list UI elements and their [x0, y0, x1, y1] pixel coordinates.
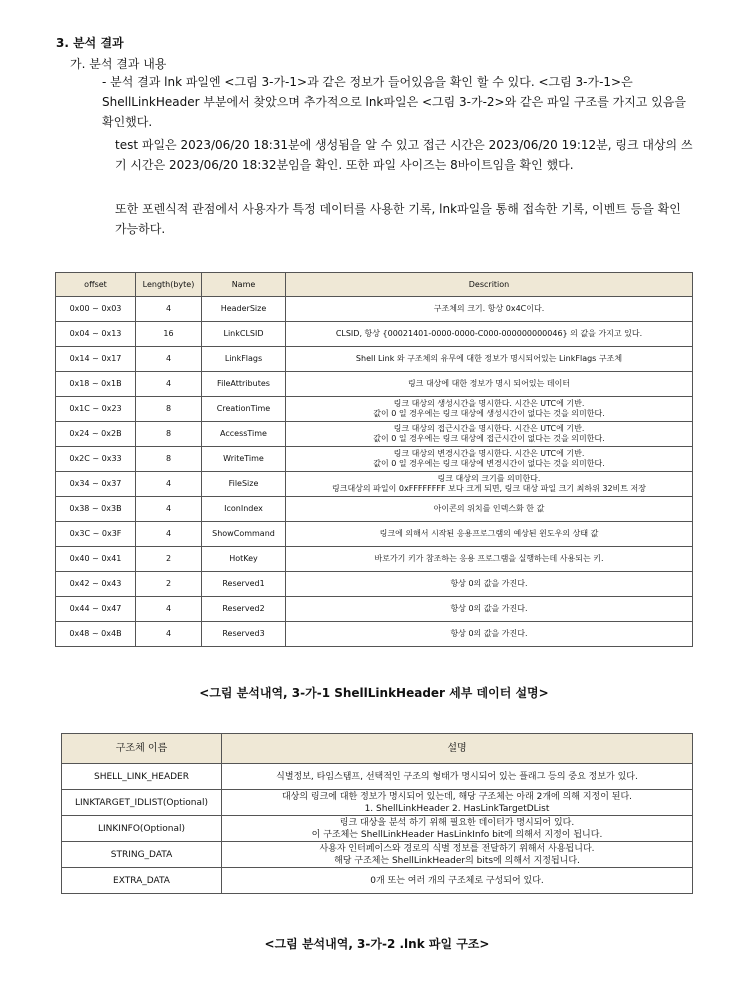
length-cell: 4	[136, 497, 202, 522]
table-row	[56, 372, 693, 397]
shelllinkheader-table	[55, 272, 693, 647]
length-cell: 16	[136, 322, 202, 347]
length-cell: 8	[136, 447, 202, 472]
header-offset: offset	[56, 273, 136, 297]
table-row	[56, 597, 693, 622]
name-cell: LinkFlags	[202, 347, 286, 372]
table-row	[56, 397, 693, 422]
length-cell: 2	[136, 572, 202, 597]
length-cell: 4	[136, 347, 202, 372]
structure-name-cell: EXTRA_DATA	[62, 868, 222, 894]
offset-cell: 0x38 ~ 0x3B	[56, 497, 136, 522]
name-cell: ShowCommand	[202, 522, 286, 547]
description-cell: Shell Link 와 구조체의 유무에 대한 정보가 명시되어있는 LinkFlags 구조체	[286, 347, 693, 372]
explanation-cell: 0개 또는 여러 개의 구조체로 구성되어 있다.	[222, 868, 693, 894]
explanation-cell: 사용자 인터페이스와 경로의 식별 정보를 전달하기 위해서 사용됩니다. 해당 구조체는 ShellLinkHeader의 bits에 의해서 지정됩니다.	[222, 842, 693, 868]
offset-cell: 0x00 ~ 0x03	[56, 297, 136, 322]
length-cell: 8	[136, 397, 202, 422]
offset-cell: 0x40 ~ 0x41	[56, 547, 136, 572]
table-header-row	[56, 273, 693, 297]
description-cell: 링크에 의해서 시작된 응용프로그램의 예상된 윈도우의 상태 값	[286, 522, 693, 547]
table-row	[62, 868, 693, 894]
paragraph-timestamps: test 파일은 2023/06/20 18:31분에 생성됨을 알 수 있고 접근 시간은 2023/06/20 19:12분, 링크 대상의 쓰기 시간은 2023/06/20 18:32분임을 확인. 또한 파일 사이즈는 8바이트임을 확인 했다.	[115, 138, 693, 172]
header-name: Name	[202, 273, 286, 297]
header-description: Descrition	[286, 273, 693, 297]
table-row	[56, 547, 693, 572]
table-row	[62, 816, 693, 842]
length-cell: 4	[136, 622, 202, 647]
name-cell: WriteTime	[202, 447, 286, 472]
name-cell: LinkCLSID	[202, 322, 286, 347]
description-cell: 링크 대상의 생성시간을 명시한다. 시간은 UTC에 기반. 값이 0 일 경우에는 링크 대상에 생성시간이 없다는 것을 의미한다.	[286, 397, 693, 422]
header-length: Length(byte)	[136, 273, 202, 297]
explanation-cell: 링크 대상을 분석 하기 위해 필요한 데이터가 명시되어 있다. 이 구조체는 ShellLinkHeader HasLinkInfo bit에 의해서 지정이 됩니다.	[222, 816, 693, 842]
description-cell: 항상 0의 값을 가진다.	[286, 597, 693, 622]
table-row	[56, 347, 693, 372]
paragraph-analysis-result: - 분석 결과 lnk 파일엔 <그림 3-가-1>과 같은 정보가 들어있음을 확인 할 수 있다. <그림 3-가-1>은 ShellLinkHeader 부분에서 찾았으며 추가적으로 lnk파일은 <그림 3-가-2>와 같은 파일 구조를 가지고 있음을 확인했다.	[102, 75, 686, 129]
name-cell: Reserved1	[202, 572, 286, 597]
structure-name-cell: LINKTARGET_IDLIST(Optional)	[62, 790, 222, 816]
subsection-title: 가. 분석 결과 내용	[70, 57, 167, 71]
offset-cell: 0x2C ~ 0x33	[56, 447, 136, 472]
name-cell: CreationTime	[202, 397, 286, 422]
header-structure-name: 구조체 이름	[62, 734, 222, 764]
description-cell: 링크 대상의 접근시간을 명시한다. 시간은 UTC에 기반. 값이 0 일 경우에는 링크 대상에 접근시간이 없다는 것을 의미한다.	[286, 422, 693, 447]
name-cell: Reserved2	[202, 597, 286, 622]
table-row	[62, 764, 693, 790]
offset-cell: 0x42 ~ 0x43	[56, 572, 136, 597]
offset-cell: 0x3C ~ 0x3F	[56, 522, 136, 547]
name-cell: FileAttributes	[202, 372, 286, 397]
description-cell: 항상 0의 값을 가진다.	[286, 622, 693, 647]
structure-name-cell: STRING_DATA	[62, 842, 222, 868]
structure-name-cell: SHELL_LINK_HEADER	[62, 764, 222, 790]
lnk-structure-table	[61, 733, 693, 894]
length-cell: 4	[136, 522, 202, 547]
length-cell: 4	[136, 372, 202, 397]
offset-cell: 0x24 ~ 0x2B	[56, 422, 136, 447]
description-cell: 링크 대상에 대한 정보가 명시 되어있는 데이터	[286, 372, 693, 397]
explanation-cell: 식별정보, 타임스탬프, 선택적인 구조의 형태가 명시되어 있는 플래그 등의 중요 정보가 있다.	[222, 764, 693, 790]
name-cell: IconIndex	[202, 497, 286, 522]
description-cell: 바로가기 키가 참조하는 응용 프로그램을 실행하는데 사용되는 키.	[286, 547, 693, 572]
length-cell: 4	[136, 472, 202, 497]
offset-cell: 0x1C ~ 0x23	[56, 397, 136, 422]
structure-name-cell: LINKINFO(Optional)	[62, 816, 222, 842]
table-row	[56, 622, 693, 647]
length-cell: 2	[136, 547, 202, 572]
table-row	[56, 447, 693, 472]
description-cell: 링크 대상의 변경시간을 명시한다. 시간은 UTC에 기반. 값이 0 일 경우에는 링크 대상에 변경시간이 없다는 것을 의미한다.	[286, 447, 693, 472]
table-row	[56, 497, 693, 522]
name-cell: HotKey	[202, 547, 286, 572]
name-cell: Reserved3	[202, 622, 286, 647]
paragraph-forensic-view: 또한 포렌식적 관점에서 사용자가 특정 데이터를 사용한 기록, lnk파일을 통해 접속한 기록, 이벤트 등을 확인 가능하다.	[115, 202, 681, 236]
length-cell: 4	[136, 297, 202, 322]
table-row	[56, 297, 693, 322]
table-row	[56, 522, 693, 547]
length-cell: 8	[136, 422, 202, 447]
name-cell: AccessTime	[202, 422, 286, 447]
length-cell: 4	[136, 597, 202, 622]
table-row	[56, 472, 693, 497]
section-title: 3. 분석 결과	[56, 36, 124, 50]
figure-caption-1: <그림 분석내역, 3-가-1 ShellLinkHeader 세부 데이터 설명>	[199, 686, 549, 700]
description-cell: 구조체의 크기. 항상 0x4C이다.	[286, 297, 693, 322]
offset-cell: 0x48 ~ 0x4B	[56, 622, 136, 647]
name-cell: HeaderSize	[202, 297, 286, 322]
offset-cell: 0x34 ~ 0x37	[56, 472, 136, 497]
table-row	[62, 790, 693, 816]
table-row	[56, 572, 693, 597]
description-cell: 아이콘의 위치를 인덱스화 한 값	[286, 497, 693, 522]
table-header-row	[62, 734, 693, 764]
header-explanation: 설명	[222, 734, 693, 764]
offset-cell: 0x44 ~ 0x47	[56, 597, 136, 622]
figure-caption-2: <그림 분석내역, 3-가-2 .lnk 파일 구조>	[264, 937, 490, 951]
offset-cell: 0x14 ~ 0x17	[56, 347, 136, 372]
table-row	[56, 322, 693, 347]
description-cell: CLSID, 항상 {00021401-0000-0000-C000-000000000046} 의 값을 가지고 있다.	[286, 322, 693, 347]
description-cell: 링크 대상의 크기를 의미한다. 링크대상의 파일이 0xFFFFFFFF 보다 크게 되면, 링크 대상 파일 크기 최하위 32비트 저장	[286, 472, 693, 497]
table-row	[62, 842, 693, 868]
table-row	[56, 422, 693, 447]
description-cell: 항상 0의 값을 가진다.	[286, 572, 693, 597]
offset-cell: 0x18 ~ 0x1B	[56, 372, 136, 397]
name-cell: FileSize	[202, 472, 286, 497]
explanation-cell: 대상의 링크에 대한 정보가 명시되어 있는데, 해당 구조체는 아래 2개에 의해 지정이 된다. 1. ShellLinkHeader 2. HasLinkTargetDList	[222, 790, 693, 816]
offset-cell: 0x04 ~ 0x13	[56, 322, 136, 347]
